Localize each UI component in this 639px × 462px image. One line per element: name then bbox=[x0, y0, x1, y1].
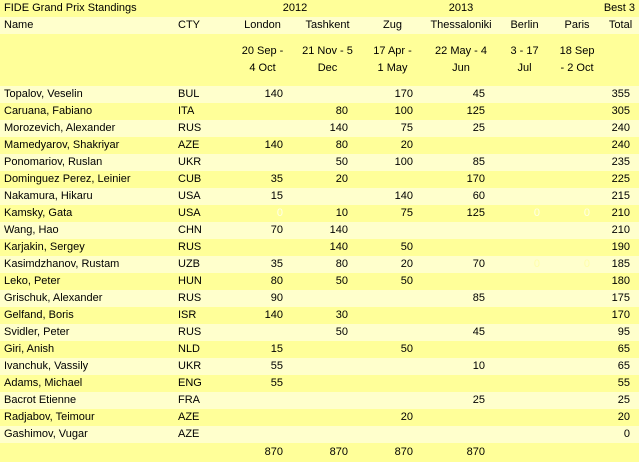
player-total-cell: 305 bbox=[602, 103, 639, 120]
score-cell: 10 bbox=[295, 205, 360, 222]
table-row bbox=[0, 171, 639, 188]
player-total-cell: 240 bbox=[602, 137, 639, 154]
score-cell: 140 bbox=[230, 137, 295, 154]
score-cell bbox=[552, 358, 602, 375]
score-cell: 75 bbox=[360, 120, 425, 137]
score-cell: 140 bbox=[360, 188, 425, 205]
player-name-cell: Kasimdzhanov, Rustam bbox=[0, 256, 170, 273]
grand-total-row bbox=[0, 443, 639, 462]
score-cell: 70 bbox=[230, 222, 295, 239]
date-line: 22 May - 4 bbox=[435, 45, 488, 57]
spacer-cell bbox=[602, 443, 639, 462]
score-cell bbox=[497, 392, 552, 409]
score-cell: 55 bbox=[230, 358, 295, 375]
player-total-cell: 355 bbox=[602, 86, 639, 103]
score-cell bbox=[552, 375, 602, 392]
score-cell: 140 bbox=[295, 222, 360, 239]
player-country-cell: RUS bbox=[170, 239, 230, 256]
score-cell bbox=[552, 290, 602, 307]
score-cell bbox=[552, 324, 602, 341]
score-cell bbox=[497, 341, 552, 358]
year-2012-label: 2012 bbox=[230, 0, 360, 17]
table-row bbox=[0, 86, 639, 103]
score-cell bbox=[295, 426, 360, 443]
score-cell: 50 bbox=[295, 324, 360, 341]
score-cell: 20 bbox=[360, 137, 425, 154]
score-cell bbox=[552, 409, 602, 426]
date-line: Jun bbox=[452, 62, 470, 74]
score-cell: 60 bbox=[425, 188, 497, 205]
score-cell: 170 bbox=[425, 171, 497, 188]
score-cell bbox=[230, 324, 295, 341]
table-row bbox=[0, 341, 639, 358]
score-cell: 90 bbox=[230, 290, 295, 307]
score-cell bbox=[230, 409, 295, 426]
score-cell: 45 bbox=[425, 324, 497, 341]
spacer-cell bbox=[0, 34, 170, 86]
player-country-cell: ITA bbox=[170, 103, 230, 120]
player-country-cell: BUL bbox=[170, 86, 230, 103]
spacer-cell bbox=[0, 443, 170, 462]
player-name-cell: Kamsky, Gata bbox=[0, 205, 170, 222]
score-cell: 70 bbox=[425, 256, 497, 273]
score-cell bbox=[425, 375, 497, 392]
score-cell bbox=[552, 137, 602, 154]
score-cell bbox=[295, 375, 360, 392]
score-cell: 140 bbox=[295, 120, 360, 137]
score-cell bbox=[230, 239, 295, 256]
event-dates-zug bbox=[360, 34, 425, 86]
score-cell: 20 bbox=[295, 171, 360, 188]
player-name-cell: Bacrot Etienne bbox=[0, 392, 170, 409]
player-name-cell: Karjakin, Sergey bbox=[0, 239, 170, 256]
score-cell: 85 bbox=[425, 154, 497, 171]
score-cell bbox=[497, 239, 552, 256]
event-dates-thessaloniki bbox=[425, 34, 497, 86]
score-cell bbox=[295, 86, 360, 103]
score-cell bbox=[360, 171, 425, 188]
score-cell: 80 bbox=[295, 103, 360, 120]
score-cell bbox=[497, 222, 552, 239]
column-header-cty: CTY bbox=[170, 17, 230, 34]
table-row bbox=[0, 392, 639, 409]
player-name-cell: Gelfand, Boris bbox=[0, 307, 170, 324]
score-cell: 0 bbox=[552, 205, 602, 222]
player-country-cell: CHN bbox=[170, 222, 230, 239]
score-cell bbox=[360, 375, 425, 392]
date-line: 20 Sep - bbox=[241, 45, 284, 57]
player-name-cell: Topalov, Veselin bbox=[0, 86, 170, 103]
event-dates-row bbox=[0, 34, 639, 86]
player-country-cell: HUN bbox=[170, 273, 230, 290]
column-header-london: London bbox=[230, 17, 295, 34]
score-cell bbox=[552, 341, 602, 358]
player-total-cell: 180 bbox=[602, 273, 639, 290]
player-name-cell: Morozevich, Alexander bbox=[0, 120, 170, 137]
player-country-cell: CUB bbox=[170, 171, 230, 188]
score-cell: 20 bbox=[360, 256, 425, 273]
score-cell bbox=[295, 392, 360, 409]
score-cell bbox=[360, 392, 425, 409]
score-cell bbox=[425, 426, 497, 443]
score-cell: 125 bbox=[425, 205, 497, 222]
spacer-cell bbox=[497, 0, 552, 17]
score-cell bbox=[425, 409, 497, 426]
score-cell bbox=[552, 222, 602, 239]
score-cell bbox=[497, 171, 552, 188]
player-name-cell: Caruana, Fabiano bbox=[0, 103, 170, 120]
player-name-cell: Mamedyarov, Shakriyar bbox=[0, 137, 170, 154]
column-header-thessaloniki: Thessaloniki bbox=[425, 17, 497, 34]
score-cell: 0 bbox=[497, 256, 552, 273]
player-name-cell: Adams, Michael bbox=[0, 375, 170, 392]
spacer-cell bbox=[170, 34, 230, 86]
score-cell bbox=[230, 154, 295, 171]
score-cell bbox=[552, 273, 602, 290]
grand-total-cell: 870 bbox=[230, 443, 295, 462]
table-row bbox=[0, 103, 639, 120]
column-header-tashkent: Tashkent bbox=[295, 17, 360, 34]
score-cell bbox=[360, 290, 425, 307]
score-cell: 80 bbox=[230, 273, 295, 290]
player-name-cell: Grischuk, Alexander bbox=[0, 290, 170, 307]
score-cell: 30 bbox=[295, 307, 360, 324]
score-cell: 55 bbox=[230, 375, 295, 392]
score-cell bbox=[360, 324, 425, 341]
score-cell bbox=[497, 154, 552, 171]
player-total-cell: 65 bbox=[602, 358, 639, 375]
date-line: - 2 Oct bbox=[560, 62, 594, 74]
table-row bbox=[0, 375, 639, 392]
player-country-cell: RUS bbox=[170, 120, 230, 137]
score-cell bbox=[497, 273, 552, 290]
score-cell bbox=[230, 103, 295, 120]
score-cell bbox=[497, 120, 552, 137]
column-header-zug: Zug bbox=[360, 17, 425, 34]
score-cell bbox=[552, 120, 602, 137]
table-row bbox=[0, 120, 639, 137]
grand-total-cell: 870 bbox=[295, 443, 360, 462]
score-cell bbox=[552, 307, 602, 324]
player-name-cell: Dominguez Perez, Leinier bbox=[0, 171, 170, 188]
score-cell bbox=[425, 137, 497, 154]
spacer-cell bbox=[170, 443, 230, 462]
score-cell bbox=[425, 273, 497, 290]
score-cell bbox=[497, 86, 552, 103]
title-row bbox=[0, 0, 639, 17]
player-country-cell: USA bbox=[170, 188, 230, 205]
column-header-name: Name bbox=[0, 17, 170, 34]
score-cell bbox=[360, 358, 425, 375]
table-row bbox=[0, 256, 639, 273]
score-cell: 100 bbox=[360, 154, 425, 171]
score-cell: 10 bbox=[425, 358, 497, 375]
table-row bbox=[0, 273, 639, 290]
score-cell: 50 bbox=[295, 154, 360, 171]
score-cell: 75 bbox=[360, 205, 425, 222]
grand-total-cell: 870 bbox=[360, 443, 425, 462]
score-cell: 85 bbox=[425, 290, 497, 307]
player-total-cell: 55 bbox=[602, 375, 639, 392]
player-country-cell: ISR bbox=[170, 307, 230, 324]
table-row bbox=[0, 324, 639, 341]
score-cell: 0 bbox=[230, 205, 295, 222]
player-name-cell: Wang, Hao bbox=[0, 222, 170, 239]
score-cell bbox=[497, 137, 552, 154]
score-cell: 0 bbox=[497, 205, 552, 222]
score-cell bbox=[425, 239, 497, 256]
score-cell: 50 bbox=[295, 273, 360, 290]
player-total-cell: 235 bbox=[602, 154, 639, 171]
score-cell: 25 bbox=[425, 392, 497, 409]
score-cell: 80 bbox=[295, 256, 360, 273]
score-cell bbox=[295, 188, 360, 205]
date-line: 21 Nov - 5 bbox=[302, 45, 353, 57]
score-cell bbox=[230, 426, 295, 443]
score-cell bbox=[425, 307, 497, 324]
player-country-cell: FRA bbox=[170, 392, 230, 409]
score-cell: 140 bbox=[295, 239, 360, 256]
table-row bbox=[0, 154, 639, 171]
spacer-cell bbox=[552, 443, 602, 462]
player-country-cell: AZE bbox=[170, 409, 230, 426]
score-cell bbox=[497, 307, 552, 324]
player-country-cell: NLD bbox=[170, 341, 230, 358]
score-cell bbox=[552, 426, 602, 443]
score-cell: 15 bbox=[230, 341, 295, 358]
player-name-cell: Ponomariov, Ruslan bbox=[0, 154, 170, 171]
score-cell: 140 bbox=[230, 86, 295, 103]
score-cell bbox=[295, 341, 360, 358]
table-row bbox=[0, 307, 639, 324]
score-cell: 170 bbox=[360, 86, 425, 103]
score-cell: 50 bbox=[360, 239, 425, 256]
table-row bbox=[0, 409, 639, 426]
score-cell: 140 bbox=[230, 307, 295, 324]
spacer-cell bbox=[602, 34, 639, 86]
score-cell bbox=[552, 239, 602, 256]
player-name-cell: Radjabov, Teimour bbox=[0, 409, 170, 426]
table-row bbox=[0, 205, 639, 222]
player-total-cell: 190 bbox=[602, 239, 639, 256]
score-cell bbox=[497, 103, 552, 120]
score-cell bbox=[295, 409, 360, 426]
spacer-cell bbox=[360, 0, 425, 17]
table-row bbox=[0, 426, 639, 443]
score-cell bbox=[230, 392, 295, 409]
player-total-cell: 175 bbox=[602, 290, 639, 307]
player-name-cell: Svidler, Peter bbox=[0, 324, 170, 341]
players-body bbox=[0, 86, 639, 443]
player-country-cell: UZB bbox=[170, 256, 230, 273]
score-cell: 20 bbox=[360, 409, 425, 426]
score-cell bbox=[552, 188, 602, 205]
player-country-cell: RUS bbox=[170, 290, 230, 307]
date-line: Jul bbox=[517, 62, 532, 74]
player-total-cell: 225 bbox=[602, 171, 639, 188]
date-line: 1 May bbox=[377, 62, 408, 74]
score-cell: 45 bbox=[425, 86, 497, 103]
player-total-cell: 210 bbox=[602, 222, 639, 239]
spacer-cell bbox=[497, 443, 552, 462]
score-cell: 125 bbox=[425, 103, 497, 120]
date-line: 3 - 17 bbox=[510, 45, 539, 57]
player-name-cell: Ivanchuk, Vassily bbox=[0, 358, 170, 375]
date-line: 4 Oct bbox=[249, 62, 276, 74]
score-cell bbox=[497, 358, 552, 375]
table-row bbox=[0, 290, 639, 307]
table-row bbox=[0, 137, 639, 154]
player-total-cell: 20 bbox=[602, 409, 639, 426]
column-header-total: Total bbox=[602, 17, 639, 34]
score-cell: 50 bbox=[360, 273, 425, 290]
year-2013-label: 2013 bbox=[425, 0, 497, 17]
player-total-cell: 0 bbox=[602, 426, 639, 443]
event-dates-berlin bbox=[497, 34, 552, 86]
table-row bbox=[0, 358, 639, 375]
score-cell bbox=[497, 324, 552, 341]
column-header-paris: Paris bbox=[552, 17, 602, 34]
table-row bbox=[0, 239, 639, 256]
score-cell bbox=[497, 188, 552, 205]
player-country-cell: UKR bbox=[170, 154, 230, 171]
event-dates-paris bbox=[552, 34, 602, 86]
score-cell bbox=[425, 222, 497, 239]
player-name-cell: Gashimov, Vugar bbox=[0, 426, 170, 443]
score-cell: 35 bbox=[230, 256, 295, 273]
player-country-cell: AZE bbox=[170, 137, 230, 154]
score-cell: 25 bbox=[425, 120, 497, 137]
player-country-cell: UKR bbox=[170, 358, 230, 375]
score-cell bbox=[360, 426, 425, 443]
player-total-cell: 25 bbox=[602, 392, 639, 409]
score-cell bbox=[552, 171, 602, 188]
score-cell: 35 bbox=[230, 171, 295, 188]
date-line: Dec bbox=[317, 62, 338, 74]
player-total-cell: 185 bbox=[602, 256, 639, 273]
score-cell bbox=[497, 375, 552, 392]
player-country-cell: RUS bbox=[170, 324, 230, 341]
score-cell bbox=[497, 426, 552, 443]
score-cell bbox=[552, 86, 602, 103]
page-title: FIDE Grand Prix Standings bbox=[0, 0, 230, 17]
score-cell: 50 bbox=[360, 341, 425, 358]
player-total-cell: 240 bbox=[602, 120, 639, 137]
score-cell bbox=[552, 154, 602, 171]
player-country-cell: ENG bbox=[170, 375, 230, 392]
score-cell bbox=[230, 120, 295, 137]
event-dates-london bbox=[230, 34, 295, 86]
player-total-cell: 210 bbox=[602, 205, 639, 222]
score-cell: 15 bbox=[230, 188, 295, 205]
date-line: 17 Apr - bbox=[373, 45, 412, 57]
score-cell bbox=[295, 290, 360, 307]
player-country-cell: USA bbox=[170, 205, 230, 222]
score-cell bbox=[497, 409, 552, 426]
event-dates-tashkent bbox=[295, 34, 360, 86]
score-cell bbox=[360, 307, 425, 324]
player-name-cell: Giri, Anish bbox=[0, 341, 170, 358]
table-row bbox=[0, 222, 639, 239]
player-name-cell: Nakamura, Hikaru bbox=[0, 188, 170, 205]
score-cell bbox=[425, 341, 497, 358]
score-cell bbox=[497, 290, 552, 307]
score-cell: 0 bbox=[552, 256, 602, 273]
date-line: 18 Sep bbox=[559, 45, 595, 57]
player-total-cell: 170 bbox=[602, 307, 639, 324]
score-cell: 100 bbox=[360, 103, 425, 120]
score-cell bbox=[295, 358, 360, 375]
player-total-cell: 65 bbox=[602, 341, 639, 358]
player-country-cell: AZE bbox=[170, 426, 230, 443]
score-cell bbox=[552, 103, 602, 120]
score-cell bbox=[360, 222, 425, 239]
score-cell: 80 bbox=[295, 137, 360, 154]
score-cell bbox=[552, 392, 602, 409]
grand-total-cell: 870 bbox=[425, 443, 497, 462]
player-name-cell: Leko, Peter bbox=[0, 273, 170, 290]
player-total-cell: 215 bbox=[602, 188, 639, 205]
player-total-cell: 95 bbox=[602, 324, 639, 341]
column-header-row bbox=[0, 17, 639, 34]
best3-label: Best 3 bbox=[552, 0, 639, 17]
column-header-berlin: Berlin bbox=[497, 17, 552, 34]
table-row bbox=[0, 188, 639, 205]
